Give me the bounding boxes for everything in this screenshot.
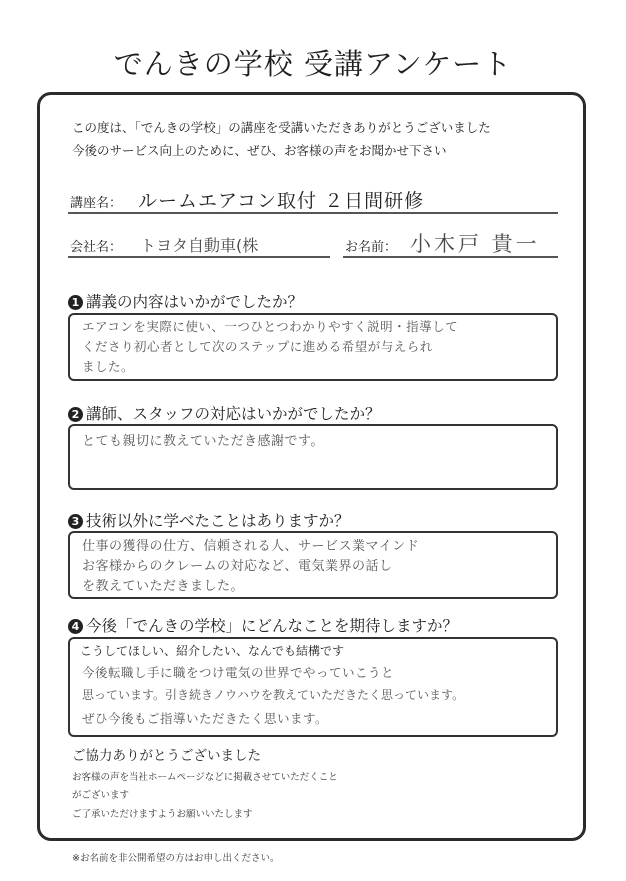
question-1-text: 講義の内容はいかがでしたか？ [86,293,304,311]
answer-1-line-1: エアコンを実際に使い、一つひとつわかりやすく説明・指導して [82,319,459,334]
answer-3-line-1: 仕事の獲得の仕方、信頼される人、サービス業マインド [82,539,420,554]
course-name: ルームエアコン取付 ２日間研修 [138,190,425,212]
question-4 [68,614,458,636]
name-underline [343,256,558,258]
company-label: 会社名： [70,240,123,255]
closing-note-3: ご了承いただけますようお願いいたします [72,809,253,820]
answer-4-line-2: 思っています。引き続きノウハウを教えていただきたく思っています。 [82,688,465,702]
closing-note-2: がございます [72,790,130,801]
question-2-text: 講師、スタッフの対応はいかがでしたか？ [86,405,381,423]
course-label: 講座名： [70,196,123,211]
closing-thanks: ご協力ありがとうございました [72,748,261,764]
question-number-badge: 4 [68,619,83,634]
answer-4-line-3: ぜひ今後もご指導いただきたく思います。 [82,711,329,726]
company-name: トヨタ自動車(株 [140,236,259,255]
survey-title: でんきの学校 受講アンケート [113,47,513,81]
answer-3-line-3: を教えていただきました。 [82,579,245,594]
answer-1-line-3: ました。 [82,359,135,374]
name-label: お名前： [345,240,398,255]
question-2 [68,402,381,424]
question-3-text: 技術以外に学べたことはありますか？ [86,512,350,530]
closing-note-1: お客様の声を当社ホームページなどに掲載させていただくこと [72,772,338,783]
course-underline [68,212,558,214]
footer-note: ※お名前を非公開希望の方はお申し出ください。 [72,853,280,864]
answer-4-line-1: 今後転職し手に職をつけ電気の世界でやっていこうと [82,665,395,680]
question-3 [68,509,350,531]
question-4-hint: こうしてほしい、紹介したい、なんでも結構です [80,644,345,658]
intro-line-2: 今後のサービス向上のために、ぜひ、お客様の声をお聞かせ下さい [72,143,447,158]
answer-2-line-1: とても親切に教えていただき感謝です。 [82,434,324,449]
question-4-text: 今後「でんきの学校」にどんなことを期待しますか？ [86,617,459,635]
question-1 [68,290,303,312]
question-number-badge: 1 [68,295,83,310]
answer-1-line-2: くださり初心者として次のステップに進める希望が与えられ [82,339,433,354]
question-number-badge: 3 [68,514,83,529]
question-number-badge: 2 [68,407,83,422]
answer-3-line-2: お客様からのクレームの対応など、電気業界の話し [82,559,393,574]
company-underline [68,256,330,258]
intro-line-1: この度は、「でんきの学校」の講座を受講いただきありがとうございました [72,120,491,135]
respondent-name: 小木戸 貴一 [410,232,540,256]
